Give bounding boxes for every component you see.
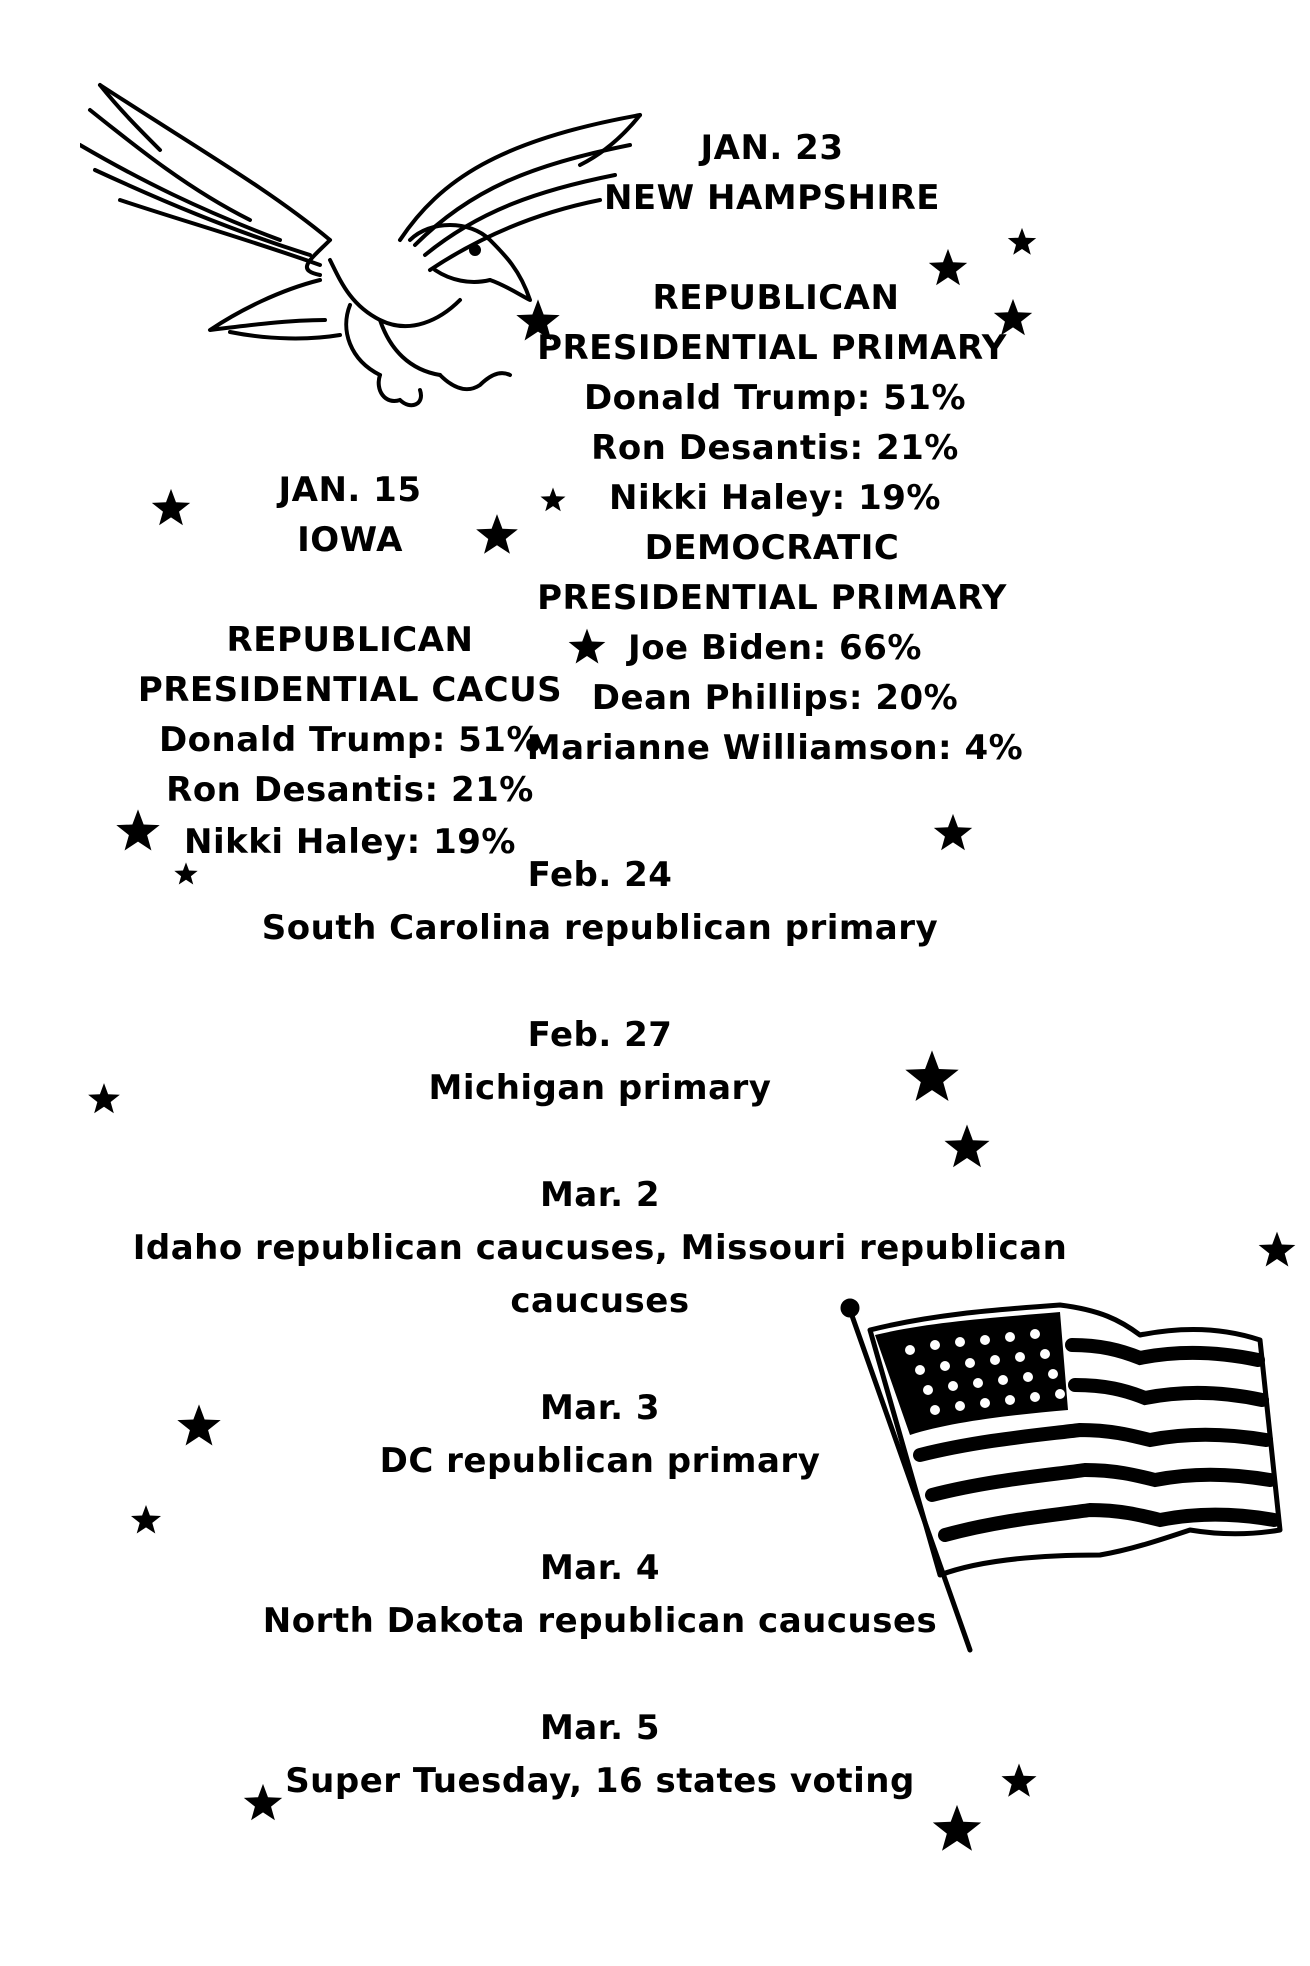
schedule-event: DC republican primary [379,1441,821,1481]
nh-democratic-result: Joe Biden: 66% [628,628,922,668]
star-icon [1255,1228,1299,1272]
star-icon [1005,225,1039,259]
nh-democratic-title-1: DEMOCRATIC [644,528,900,568]
nh-democratic-result: Dean Phillips: 20% [591,678,959,718]
star-icon [565,625,609,669]
schedule-event: caucuses [510,1281,690,1321]
star-icon [472,510,522,560]
schedule-date: Mar. 4 [539,1548,661,1588]
star-icon [928,1800,986,1858]
star-icon [930,810,976,856]
star-icon [128,1502,164,1538]
new-hampshire-state: NEW HAMPSHIRE [603,178,941,218]
schedule-event: Super Tuesday, 16 states voting [285,1761,915,1801]
iowa-date: JAN. 15 [278,470,422,510]
star-icon [900,1045,964,1109]
nh-democratic-result: Marianne Williamson: 4% [526,728,1024,768]
star-icon [998,1760,1040,1802]
eagle-illustration [80,70,660,450]
schedule-date: Feb. 24 [527,855,673,895]
iowa-result: Donald Trump: 51% [158,720,542,760]
iowa-result: Nikki Haley: 19% [184,822,516,862]
schedule-date: Feb. 27 [527,1015,673,1055]
nh-democratic-title-2: PRESIDENTIAL PRIMARY [537,578,1007,618]
iowa-result: Ron Desantis: 21% [166,770,534,810]
star-icon [112,805,164,857]
star-icon [148,485,194,531]
star-icon [172,860,200,888]
schedule-event: South Carolina republican primary [261,908,939,948]
schedule-date: Mar. 2 [539,1175,661,1215]
new-hampshire-date: JAN. 23 [700,128,844,168]
nh-republican-result: Donald Trump: 51% [583,378,967,418]
schedule-event: Michigan primary [428,1068,772,1108]
iowa-state: IOWA [297,520,403,560]
nh-republican-title-2: PRESIDENTIAL PRIMARY [537,328,1007,368]
schedule-event: North Dakota republican caucuses [262,1601,938,1641]
iowa-event-title-1: REPUBLICAN [226,620,474,660]
iowa-event-title-2: PRESIDENTIAL CACUS [137,670,563,710]
star-icon [173,1400,225,1452]
star-icon [240,1780,286,1826]
star-icon [940,1120,994,1174]
star-icon [538,485,568,515]
nh-republican-result: Ron Desantis: 21% [591,428,959,468]
schedule-event: Idaho republican caucuses, Missouri republican [132,1228,1068,1268]
schedule-date: Mar. 5 [539,1708,661,1748]
star-icon [925,245,971,291]
nh-republican-result: Nikki Haley: 19% [609,478,941,518]
nh-republican-title-1: REPUBLICAN [652,278,900,318]
schedule-date: Mar. 3 [539,1388,661,1428]
star-icon [85,1080,123,1118]
